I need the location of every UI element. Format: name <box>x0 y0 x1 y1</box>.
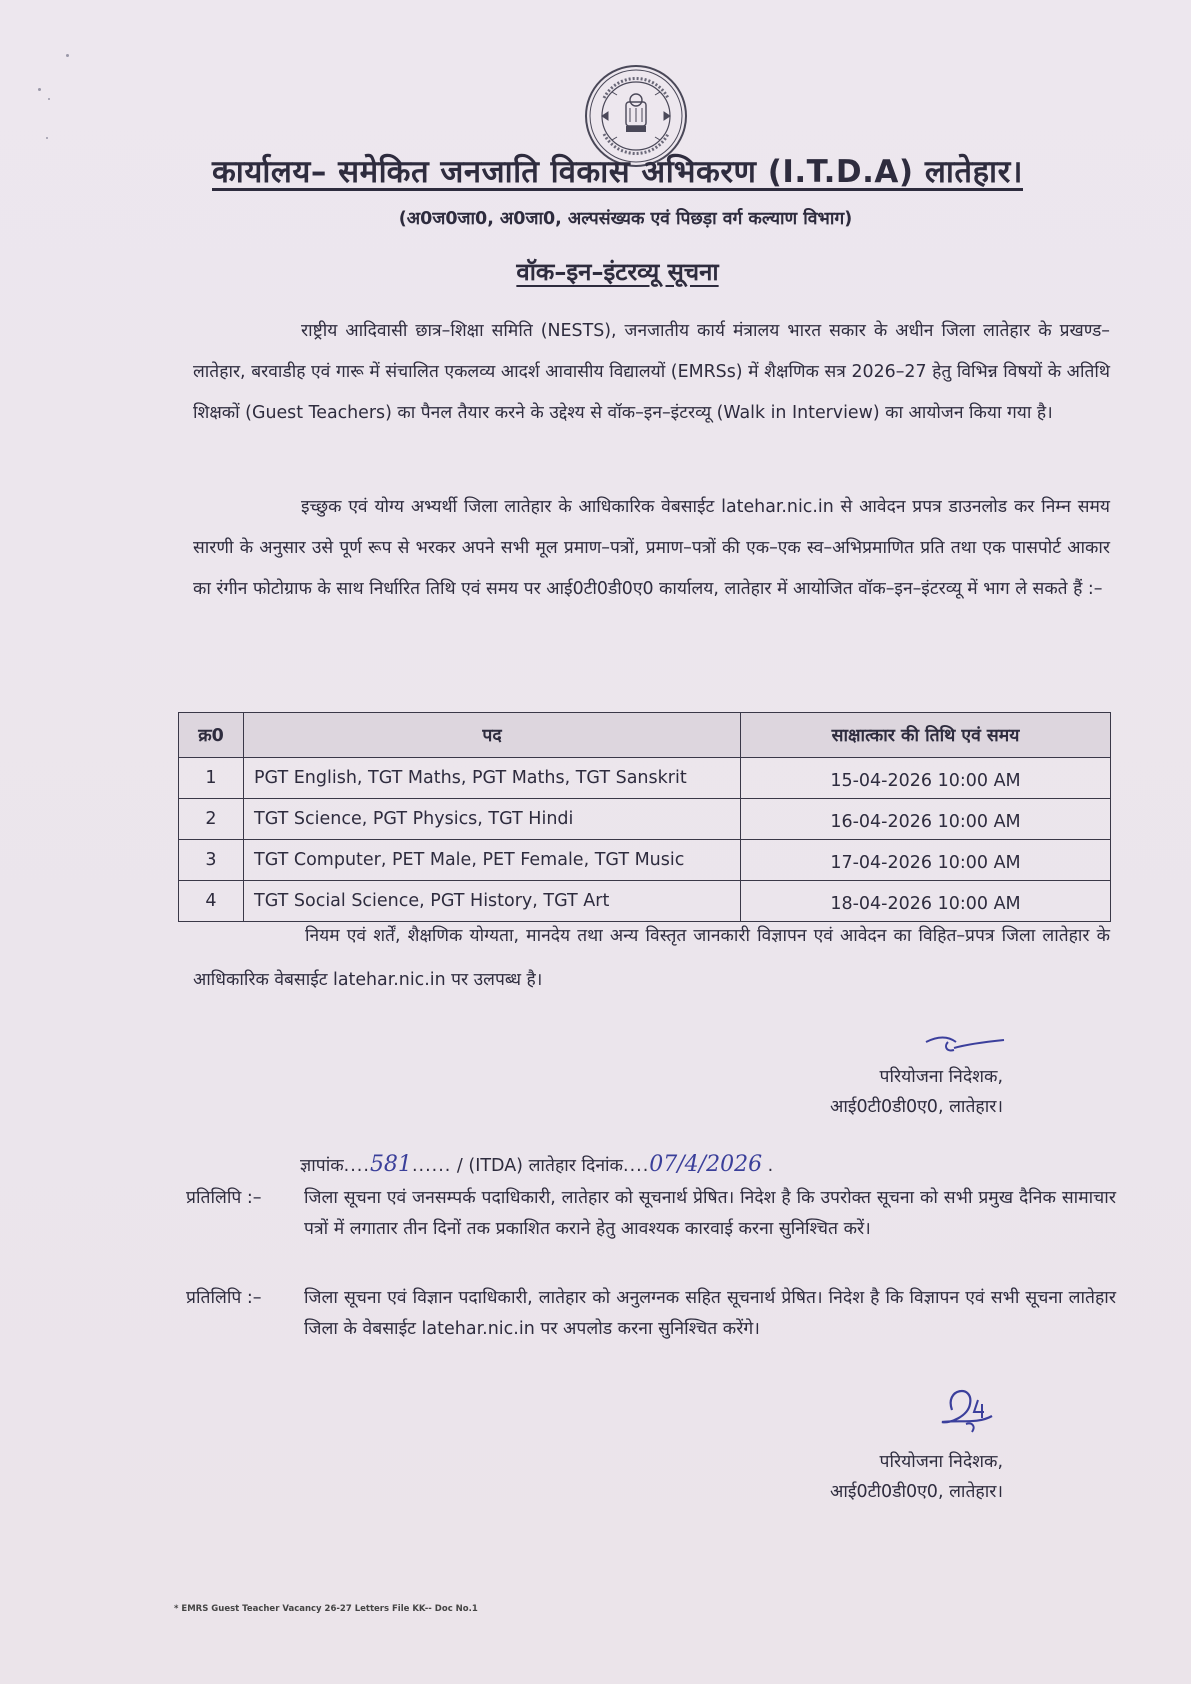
scan-speck <box>66 54 69 57</box>
signatory-block-1 <box>830 1062 1003 1122</box>
table-row <box>179 758 1111 799</box>
memo-number: 581 <box>369 1152 412 1177</box>
table-row <box>179 799 1111 840</box>
copy-label: प्रतिलिपि :– <box>186 1188 262 1208</box>
serial-cell: 2 <box>179 799 244 840</box>
interview-schedule-table <box>178 712 1111 922</box>
scan-speck <box>48 98 50 100</box>
department-subtitle: (अ0ज0जा0, अ0जा0, अल्पसंख्यक एवं पिछड़ा वर्ग कल्याण विभाग) <box>398 209 853 229</box>
signatory-office: आई0टी0डी0ए0, लातेहार। <box>830 1482 1004 1502</box>
datetime-cell: 16-04-2026 10:00 AM <box>741 799 1111 840</box>
notice-title: वॉक–इन–इंटरव्यू सूचना <box>516 258 719 286</box>
signatory-designation: परियोजना निदेशक, <box>879 1067 1004 1087</box>
memo-middle: / (ITDA) लातेहार दिनांक <box>456 1156 623 1176</box>
memo-date: 07/4/2026 <box>649 1152 763 1177</box>
serial-cell: 1 <box>179 758 244 799</box>
post-cell: TGT Computer, PET Male, PET Female, TGT Music <box>244 840 741 881</box>
signatory-block-2 <box>830 1447 1003 1507</box>
post-cell: TGT Science, PGT Physics, TGT Hindi <box>244 799 741 840</box>
instructions-paragraph: इच्छुक एवं योग्य अभ्यर्थी जिला लातेहार के आधिकारिक वेबसाईट latehar.nic.in से आवेदन प्रपत्र डाउनलोड कर निम्न समय सारणी के अनुसार उसे पूर्ण रूप से भरकर अपने सभी मूल प्रमाण–पत्रों, प्रमाण–पत्रों की एक–एक स्व–अभिप्रमाणित प्रति तथा एक पासपोर्ट आकार का रंगीन फोटोग्राफ के साथ निर्धारित तिथि एवं समय पर आई0टी0डी0ए0 कार्यालय, लातेहार में आयोजित वॉक–इन–इंटरव्यू में भाग ले सकते हैं :– <box>193 497 1110 599</box>
scan-speck <box>46 137 48 139</box>
initials-signature-icon <box>918 1030 1008 1060</box>
post-cell: TGT Social Science, PGT History, TGT Art <box>244 881 741 922</box>
memo-line: ज्ञापांक....581...... / (ITDA) लातेहार दिनांक....07/4/2026 . <box>300 1152 774 1177</box>
copy-text: जिला सूचना एवं जनसम्पर्क पदाधिकारी, लातेहार को सूचनार्थ प्रेषित। निदेश है कि उपरोक्त सूचना को सभी प्रमुख दैनिक सामाचार पत्रों में लगातार तीन दिनों तक प्रकाशित कराने हेतु आवश्यक कारवाई करना सुनिश्चित करें। <box>304 1188 1116 1239</box>
datetime-cell: 15-04-2026 10:00 AM <box>741 758 1111 799</box>
post-cell: PGT English, TGT Maths, PGT Maths, TGT Sanskrit <box>244 758 741 799</box>
column-header-serial: क्र0 <box>179 713 244 758</box>
datetime-cell: 18-04-2026 10:00 AM <box>741 881 1111 922</box>
datetime-cell: 17-04-2026 10:00 AM <box>741 840 1111 881</box>
column-header-datetime: साक्षात्कार की तिथि एवं समय <box>741 713 1111 758</box>
signatory-designation: परियोजना निदेशक, <box>879 1452 1004 1472</box>
table-row <box>179 840 1111 881</box>
table-header-row <box>179 713 1111 758</box>
scan-speck <box>38 88 41 91</box>
signatory-office: आई0टी0डी0ए0, लातेहार। <box>830 1097 1004 1117</box>
serial-cell: 4 <box>179 881 244 922</box>
copy-text: जिला सूचना एवं विज्ञान पदाधिकारी, लातेहार को अनुलग्नक सहित सूचनार्थ प्रेषित। निदेश है कि विज्ञापन एवं सभी सूचना लातेहार जिला के वेबसाईट latehar.nic.in पर अपलोड करना सुनिश्चित करेंगे। <box>304 1288 1116 1339</box>
copy-label: प्रतिलिपि :– <box>186 1288 262 1308</box>
intro-paragraph: राष्ट्रीय आदिवासी छात्र–शिक्षा समिति (NESTS), जनजातीय कार्य मंत्रालय भारत सकार के अधीन जिला लातेहार के प्रखण्ड–लातेहार, बरवाडीह एवं गारू में संचालित एकलव्य आदर्श आवासीय विद्यालयों (EMRSs) में शैक्षणिक सत्र 2026–27 हेतु विभिन्न विषयों के अतिथि शिक्षकों (Guest Teachers) का पैनल तैयार करने के उद्देश्य से वॉक–इन–इंटरव्यू (Walk in Interview) का आयोजन किया गया है। <box>193 321 1110 423</box>
memo-prefix: ज्ञापांक <box>300 1156 344 1176</box>
column-header-post: पद <box>244 713 741 758</box>
serial-cell: 3 <box>179 840 244 881</box>
file-reference-note: * EMRS Guest Teacher Vacancy 26-27 Letters File KK-- Doc No.1 <box>174 1604 478 1614</box>
terms-paragraph: नियम एवं शर्तें, शैक्षणिक योग्यता, मानदेय तथा अन्य विस्तृत जानकारी विज्ञापन एवं आवेदन का विहित–प्रपत्र जिला लातेहार के आधिकारिक वेबसाईट latehar.nic.in पर उलपब्ध है। <box>193 926 1110 990</box>
office-title: कार्यालय– समेकित जनजाति विकास अभिकरण (I.T.D.A) लातेहार। <box>212 154 1023 190</box>
